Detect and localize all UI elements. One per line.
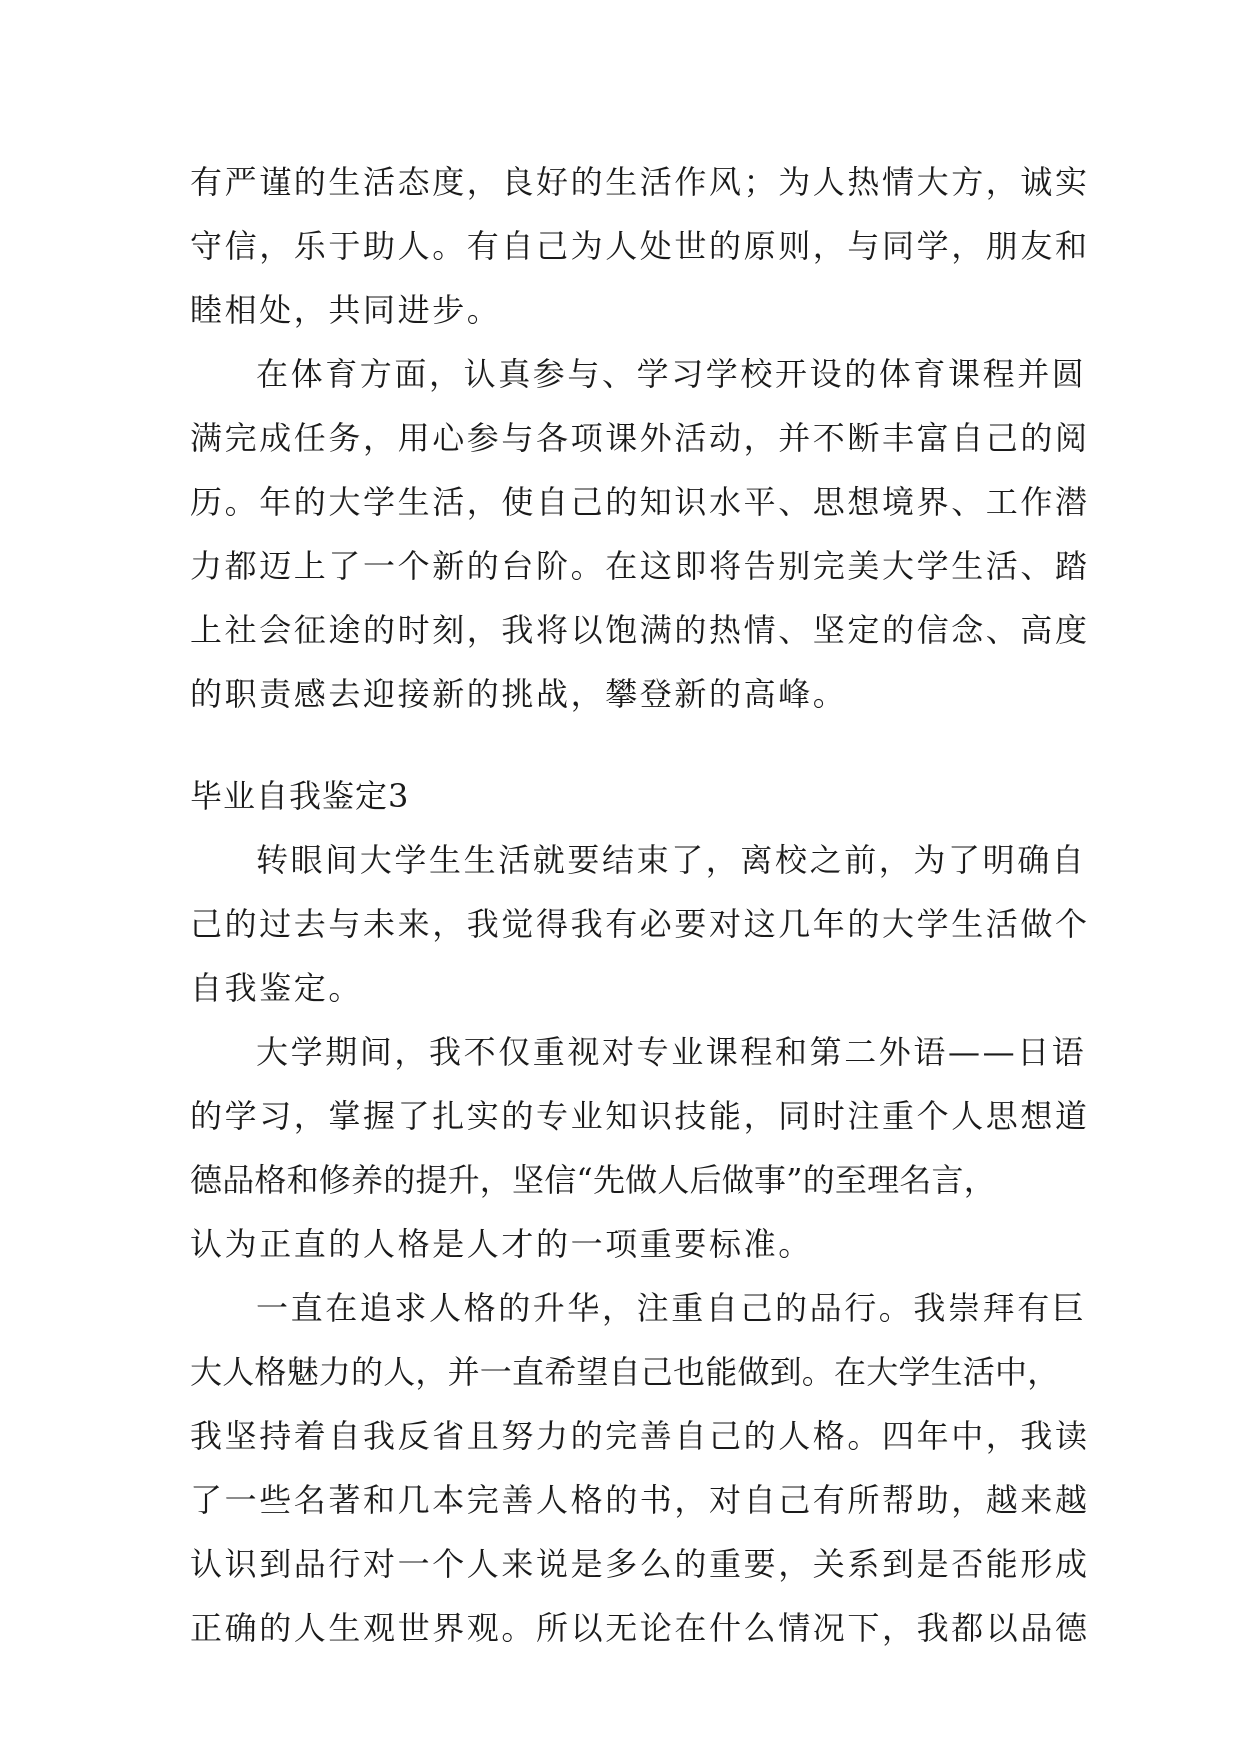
text-line: 大人格魅力的人，并一直希望自己也能做到。在大学生活中， — [190, 1353, 1060, 1391]
paragraph — [190, 828, 1090, 1020]
text-line: 睦相处，共同进步。 — [190, 291, 502, 329]
text-line: 在体育方面，认真参与、学习学校开设的体育课程并圆 — [256, 355, 1087, 393]
text-line: 一直在追求人格的升华，注重自己的品行。我崇拜有巨 — [256, 1289, 1087, 1327]
paragraph — [190, 1276, 1090, 1660]
text-line: 认为正直的人格是人才的一项重要标准。 — [190, 1225, 813, 1263]
text-line: 力都迈上了一个新的台阶。在这即将告别完美大学生活、踏 — [190, 547, 1090, 585]
text-line: 正确的人生观世界观。所以无论在什么情况下，我都以品德 — [190, 1609, 1090, 1647]
text-line: 己的过去与未来，我觉得我有必要对这几年的大学生活做个 — [190, 905, 1090, 943]
text-line: 的职责感去迎接新的挑战，攀登新的高峰。 — [190, 675, 848, 713]
paragraph — [190, 342, 1090, 726]
text-line: 有严谨的生活态度，良好的生活作风；为人热情大方，诚实 — [190, 163, 1090, 201]
text-line: 自我鉴定。 — [190, 969, 364, 1007]
text-line: 我坚持着自我反省且努力的完善自己的人格。四年中，我读 — [190, 1417, 1090, 1455]
text-line: 上社会征途的时刻，我将以饱满的热情、坚定的信念、高度 — [190, 611, 1090, 649]
text-line: 大学期间，我不仅重视对专业课程和第二外语——日语 — [256, 1033, 1087, 1071]
text-line: 转眼间大学生生活就要结束了，离校之前，为了明确自 — [256, 841, 1087, 879]
text-line: 历。年的大学生活，使自己的知识水平、思想境界、工作潜 — [190, 483, 1090, 521]
text-line: 的学习，掌握了扎实的专业知识技能，同时注重个人思想道 — [190, 1097, 1090, 1135]
text-line: 认识到品行对一个人来说是多么的重要，关系到是否能形成 — [190, 1545, 1090, 1583]
paragraph — [190, 1020, 1090, 1276]
section-heading: 毕业自我鉴定3 — [190, 777, 410, 815]
paragraph — [190, 150, 1090, 342]
text-line: 守信，乐于助人。有自己为人处世的原则，与同学，朋友和 — [190, 227, 1090, 265]
text-line: 了一些名著和几本完善人格的书，对自己有所帮助，越来越 — [190, 1481, 1090, 1519]
document-body — [190, 150, 1090, 1660]
text-line: 德品格和修养的提升，坚信“先做人后做事”的至理名言， — [190, 1161, 996, 1199]
text-line: 满完成任务，用心参与各项课外活动，并不断丰富自己的阅 — [190, 419, 1090, 457]
